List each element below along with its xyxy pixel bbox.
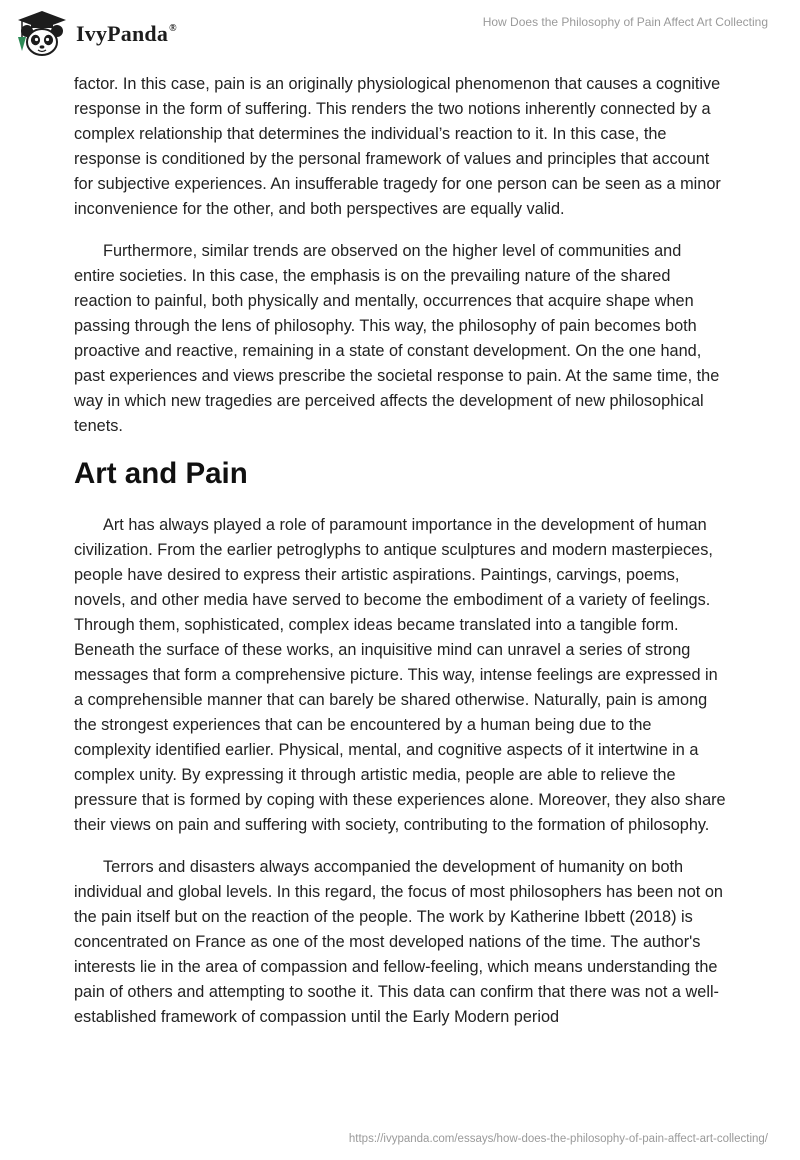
- panda-graduate-icon: [14, 9, 70, 59]
- document-title: How Does the Philosophy of Pain Affect Art Collecting: [482, 15, 768, 29]
- essay-content: [74, 72, 726, 1047]
- paragraph-4: Terrors and disasters always accompanied the development of humanity on both individual and global levels. In this regard, the focus of most philosophers has been not on the pain itself but on the reaction of the people. The work by Katherine Ibbett (2018) is concentrated on France as one of the most developed nations of the time. The author's interests lie in the area of compassion and fellow-feeling, which means understanding the pain of others and attempting to soothe it. This data can confirm that there was not a well-established framework of compassion until the Early Modern period: [74, 858, 723, 1026]
- source-url[interactable]: https://ivypanda.com/essays/how-does-the-philosophy-of-pain-affect-art-collecting/: [348, 1133, 768, 1145]
- section-heading: Art and Pain: [74, 457, 248, 490]
- paragraph-3: Art has always played a role of paramount importance in the development of human civilization. From the earlier petroglyphs to antique sculptures and modern masterpieces, people have desired to express their artistic aspirations. Paintings, carvings, poems, novels, and other media have served to become the embodiment of a variety of feelings. Through them, sophisticated, complex ideas became translated into a tangible form. Beneath the surface of these works, an inquisitive mind can unravel a series of strong messages that form a comprehensive picture. This way, intense feelings are expressed in a comprehensible manner that can barely be shared otherwise. Naturally, pain is among the strongest experiences that can be encountered by a human being due to the complexity identified earlier. Physical, mental, and cognitive aspects of it intertwine in a complex unity. By expressing it through artistic media, people are able to relieve the pressure that is formed by coping with these experiences alone. Moreover, they also share their views on pain and suffering with society, contributing to the formation of philosophy.: [74, 516, 726, 834]
- paragraph-1: factor. In this case, pain is an originally physiological phenomenon that causes a cognitive response in the form of suffering. This renders the two notions inherently connected by a complex relationship that determines the individual’s reaction to it. In this case, the response is conditioned by the personal framework of values and principles that account for subjective experiences. An insufferable tragedy for one person can be seen as a minor inconvenience for the other, and both perspectives are equally valid.: [74, 75, 721, 218]
- brand-name: IvyPanda®: [76, 21, 177, 46]
- paragraph-2: Furthermore, similar trends are observed on the higher level of communities and entire societies. In this case, the emphasis is on the prevailing nature of the shared reaction to painful, both physically and mentally, occurrences that acquire shape when passing through the lens of philosophy. This way, the philosophy of pain becomes both proactive and reactive, remaining in a state of constant development. On the one hand, past experiences and views prescribe the societal response to pain. At the same time, the way in which new tragedies are perceived affects the development of new philosophical tenets.: [74, 242, 720, 435]
- ivypanda-logo[interactable]: [14, 9, 177, 59]
